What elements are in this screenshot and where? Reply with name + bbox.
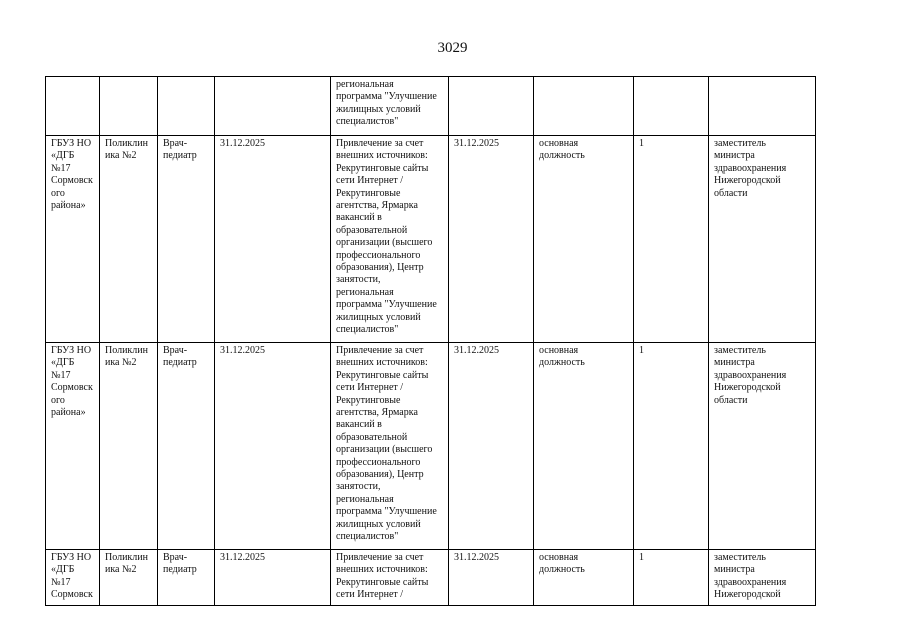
table-cell-deadline: 31.12.2025 bbox=[449, 550, 534, 606]
table-cell-deadline: 31.12.2025 bbox=[449, 136, 534, 343]
table-cell-count: 1 bbox=[634, 550, 709, 606]
table-cell-responsible: заместитель министра здравоохранения Нижегородской области bbox=[709, 136, 816, 343]
table-cell-measures: региональная программа "Улучшение жилищных условий специалистов" bbox=[331, 77, 449, 136]
vacancy-table bbox=[45, 76, 816, 606]
table-cell-organization: ГБУЗ НО «ДГБ №17 Сормовск bbox=[46, 550, 100, 606]
table-cell-position-type bbox=[534, 77, 634, 136]
table-cell-measures: Привлечение за счет внешних источников: Рекрутинговые сайты сети Интернет / Рекрутинговые агентства, Ярмарка вакансий в образовательной организации (высшего профессионального образования), Центр занятости, региональная программа "Улучшение жилищных условий специалистов" bbox=[331, 343, 449, 550]
table-cell-measures: Привлечение за счет внешних источников: Рекрутинговые сайты сети Интернет / bbox=[331, 550, 449, 606]
table-cell-responsible bbox=[709, 77, 816, 136]
table-cell-date: 31.12.2025 bbox=[215, 550, 331, 606]
page-number: 3029 bbox=[437, 40, 468, 56]
table-cell-department: Поликлин ика №2 bbox=[100, 136, 158, 343]
table-cell-count bbox=[634, 77, 709, 136]
table-cell-position: Врач- педиатр bbox=[158, 136, 215, 343]
table-cell-department: Поликлин ика №2 bbox=[100, 550, 158, 606]
table-cell-position-type: основная должность bbox=[534, 136, 634, 343]
table-cell-organization: ГБУЗ НО «ДГБ №17 Сормовск ого района» bbox=[46, 343, 100, 550]
table-cell-position-type: основная должность bbox=[534, 550, 634, 606]
table-row bbox=[46, 136, 816, 343]
table-cell-count: 1 bbox=[634, 136, 709, 343]
table-cell-department bbox=[100, 77, 158, 136]
table-cell-date: 31.12.2025 bbox=[215, 343, 331, 550]
table-cell-organization bbox=[46, 77, 100, 136]
table-cell-deadline: 31.12.2025 bbox=[449, 343, 534, 550]
table-row bbox=[46, 77, 816, 136]
table-row bbox=[46, 550, 816, 606]
table-cell-position bbox=[158, 77, 215, 136]
table-cell-organization: ГБУЗ НО «ДГБ №17 Сормовск ого района» bbox=[46, 136, 100, 343]
table-cell-responsible: заместитель министра здравоохранения Нижегородской bbox=[709, 550, 816, 606]
table-cell-position: Врач- педиатр bbox=[158, 343, 215, 550]
table-cell-date bbox=[215, 77, 331, 136]
table-cell-deadline bbox=[449, 77, 534, 136]
table-cell-date: 31.12.2025 bbox=[215, 136, 331, 343]
table-cell-position-type: основная должность bbox=[534, 343, 634, 550]
table-cell-department: Поликлин ика №2 bbox=[100, 343, 158, 550]
table-cell-count: 1 bbox=[634, 343, 709, 550]
table-cell-measures: Привлечение за счет внешних источников: Рекрутинговые сайты сети Интернет / Рекрутинговые агентства, Ярмарка вакансий в образовательной организации (высшего профессионального образования), Центр занятости, региональная программа "Улучшение жилищных условий специалистов" bbox=[331, 136, 449, 343]
table-cell-responsible: заместитель министра здравоохранения Нижегородской области bbox=[709, 343, 816, 550]
table-row bbox=[46, 343, 816, 550]
table-cell-position: Врач- педиатр bbox=[158, 550, 215, 606]
